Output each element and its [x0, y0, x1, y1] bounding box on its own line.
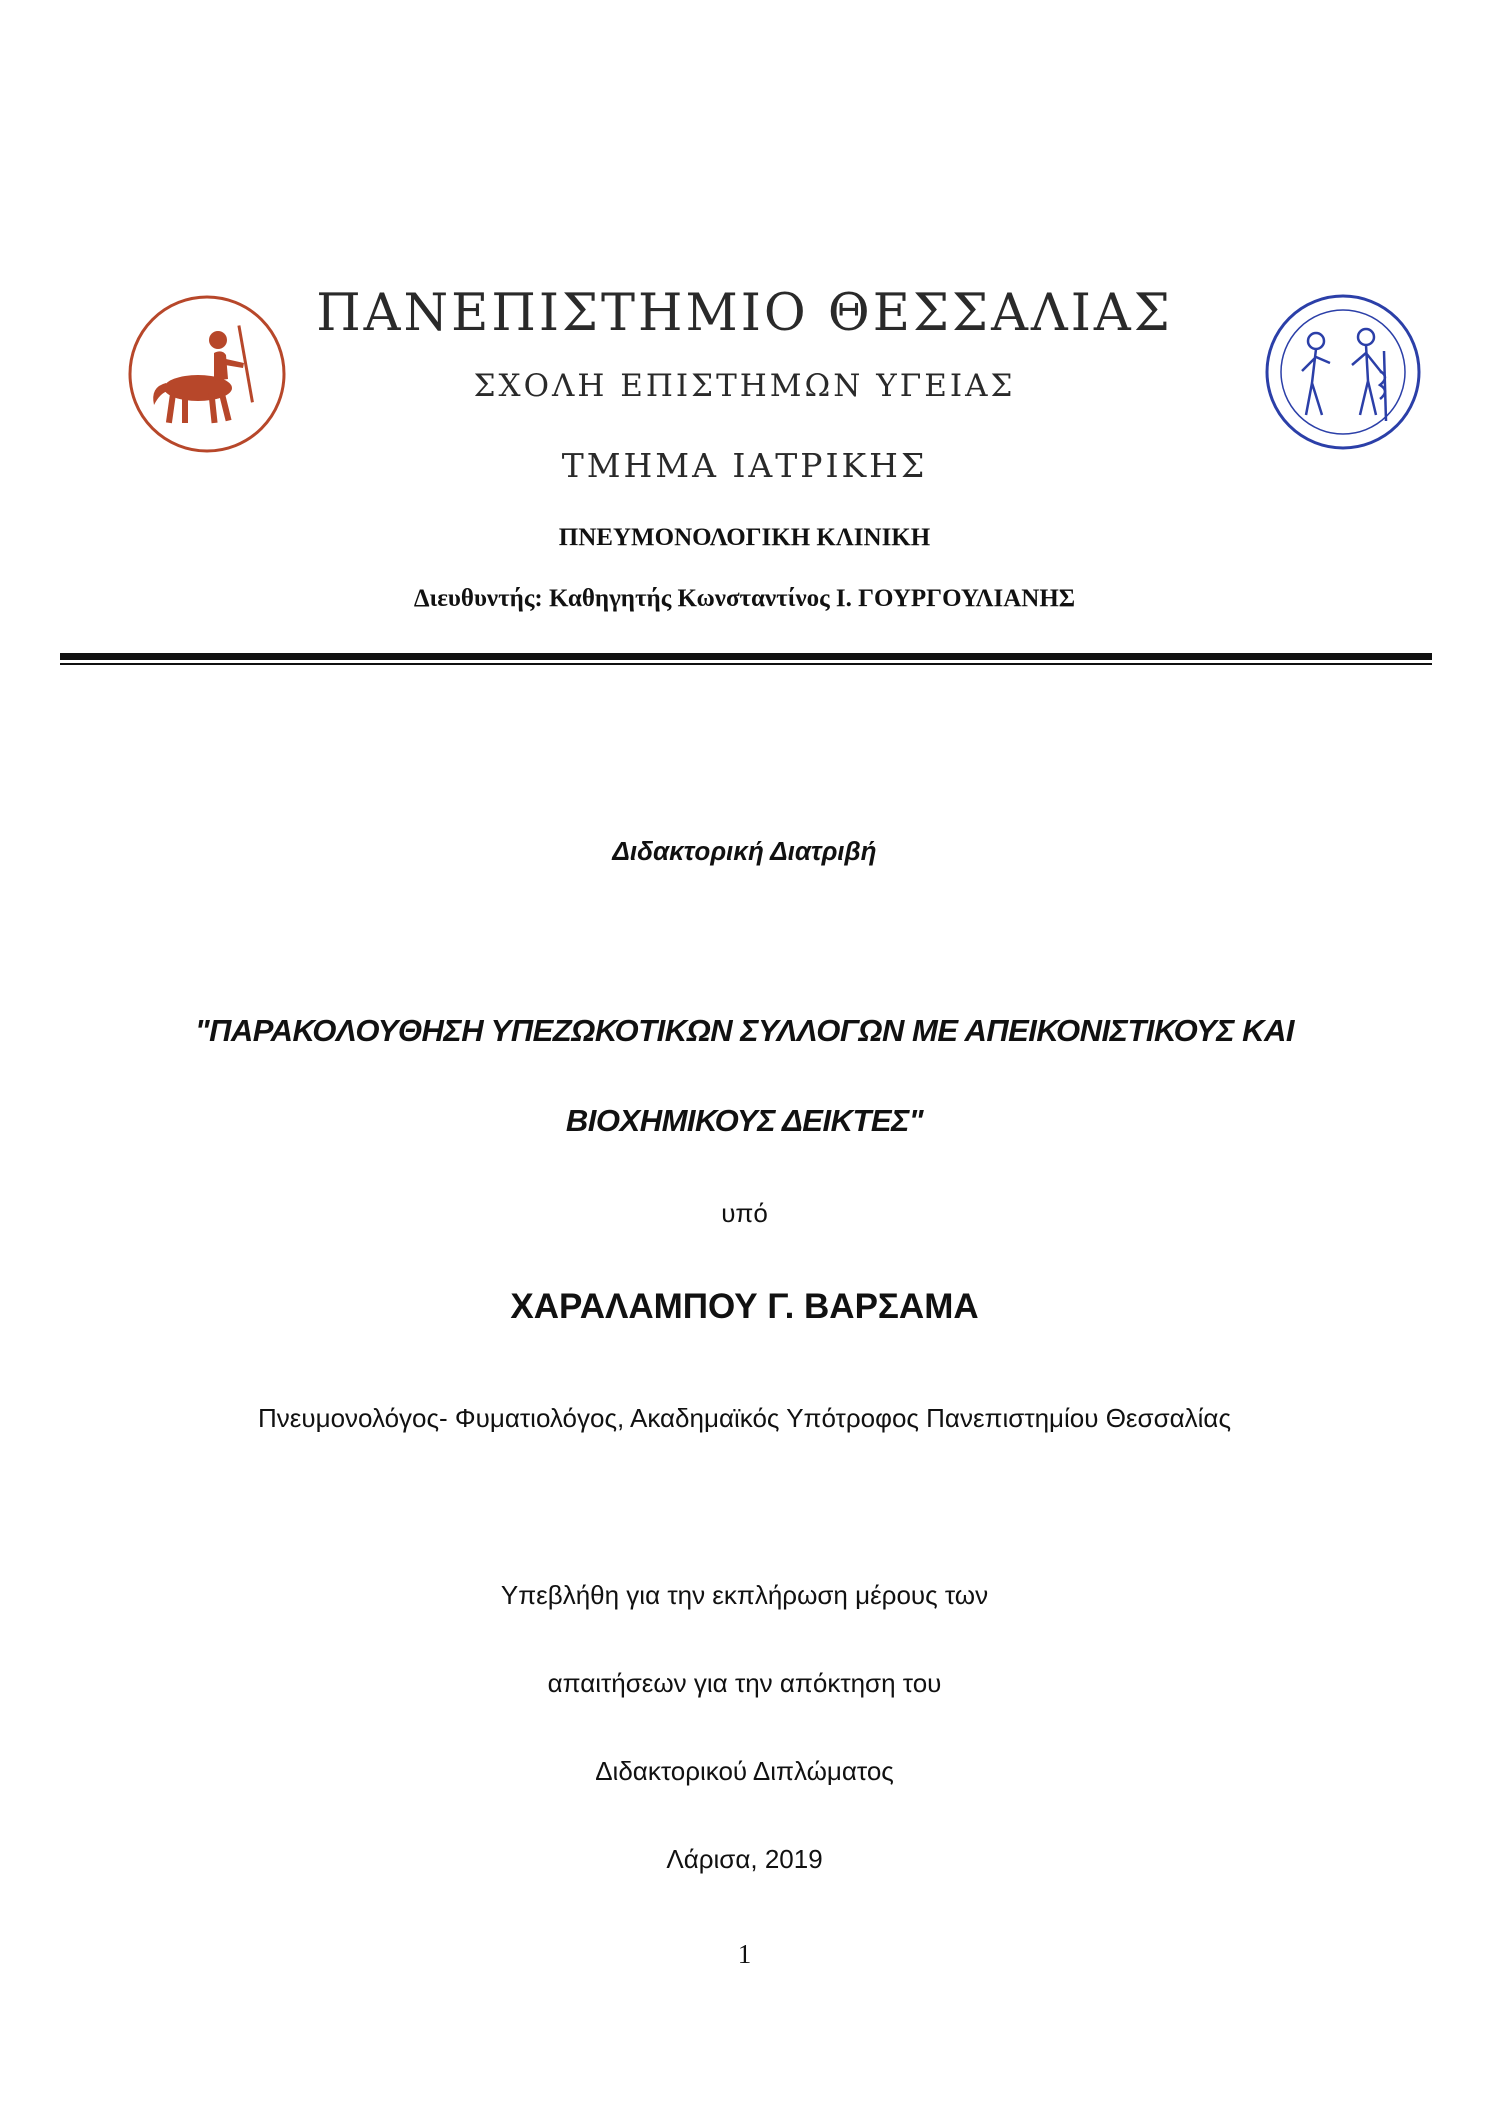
page-number: 1 — [737, 1939, 752, 1969]
by-label: υπό — [721, 1198, 768, 1228]
clinic-director: Διευθυντής: Καθηγητής Κωνσταντίνος Ι. ΓΟΥΡΓΟΥΛΙΑΝΗΣ — [413, 585, 1076, 612]
thesis-title-line-1: "ΠΑΡΑΚΟΛΟΥΘΗΣΗ ΥΠΕΖΩΚΟΤΙΚΩΝ ΣΥΛΛΟΓΩΝ ΜΕ ΑΠΕΙΚΟΝΙΣΤΙΚΟΥΣ ΚΑΙ — [194, 1013, 1295, 1048]
author-name: ΧΑΡΑΛΑΜΠΟΥ Γ. ΒΑΡΣΑΜΑ — [510, 1287, 979, 1326]
university-name: ΠΑΝΕΠΙΣΤΗΜΙΟ ΘΕΣΣΑΛΙΑΣ — [316, 284, 1173, 343]
thesis-title-line-2: ΒΙΟΧΗΜΙΚΟΥΣ ΔΕΙΚΤΕΣ" — [565, 1103, 924, 1138]
submission-statement-line-2: απαιτήσεων για την απόκτηση του — [547, 1668, 942, 1698]
medical-school-seal-icon — [1262, 291, 1424, 453]
department-name: ΤΜΗΜΑ ΙΑΤΡΙΚΗΣ — [561, 446, 928, 485]
clinic-name: ΠΝΕΥΜΟΝΟΛΟΓΙΚΗ ΚΛΙΝΙΚΗ — [558, 524, 931, 551]
place-and-year: Λάρισα, 2019 — [666, 1844, 823, 1874]
header-divider — [60, 653, 1432, 660]
submission-statement-line-1: Υπεβλήθη για την εκπλήρωση μέρους των — [500, 1580, 989, 1610]
thesis-type: Διδακτορική Διατριβή — [612, 836, 877, 866]
submission-statement-line-3: Διδακτορικού Διπλώματος — [595, 1756, 894, 1786]
header-divider-thin — [60, 663, 1432, 665]
centaur-emblem-icon — [126, 293, 288, 455]
school-name: ΣΧΟΛΗ ΕΠΙΣΤΗΜΩΝ ΥΓΕΙΑΣ — [473, 368, 1016, 404]
author-affiliation: Πνευμονολόγος- Φυματιολόγος, Ακαδημαϊκός Υπότροφος Πανεπιστημίου Θεσσαλίας — [258, 1403, 1231, 1433]
